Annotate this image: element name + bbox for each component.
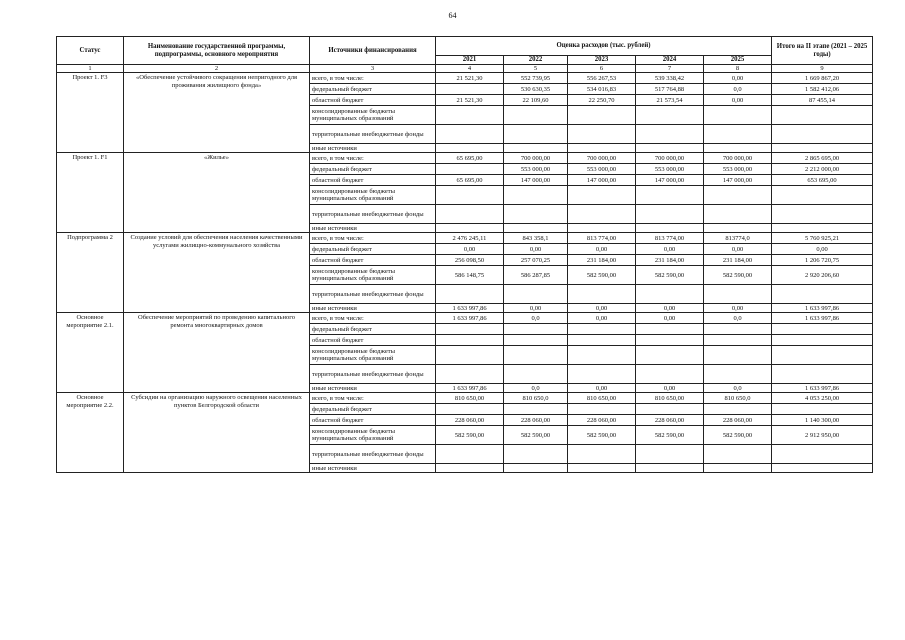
funding-source: иные источники [310, 304, 436, 313]
year-value [704, 365, 772, 384]
funding-source: областной бюджет [310, 415, 436, 426]
year-value [568, 335, 636, 346]
total-value: 2 912 950,00 [772, 426, 873, 445]
total-value [772, 445, 873, 464]
funding-source: иные источники [310, 224, 436, 233]
total-value: 1 669 867,20 [772, 73, 873, 84]
year-value: 517 764,88 [636, 84, 704, 95]
total-value: 4 053 250,00 [772, 393, 873, 404]
year-value: 553 000,00 [504, 164, 568, 175]
year-value [704, 144, 772, 153]
total-value: 653 695,00 [772, 175, 873, 186]
total-value: 1 140 300,00 [772, 415, 873, 426]
year-value: 810 650,0 [504, 393, 568, 404]
year-value: 843 358,1 [504, 233, 568, 244]
year-value [704, 205, 772, 224]
year-value [436, 84, 504, 95]
year-value [436, 125, 504, 144]
year-value: 582 590,00 [636, 266, 704, 285]
funding-source: территориальные внебюджетные фонды [310, 125, 436, 144]
year-value: 147 000,00 [636, 175, 704, 186]
year-value: 0,00 [568, 244, 636, 255]
total-value [772, 346, 873, 365]
year-value: 586 148,75 [436, 266, 504, 285]
year-value: 586 287,85 [504, 266, 568, 285]
block-status: Проект 1. F1 [57, 153, 124, 233]
total-value: 2 212 000,00 [772, 164, 873, 175]
total-value [772, 186, 873, 205]
year-value [436, 335, 504, 346]
year-value: 0,00 [568, 313, 636, 324]
column-number: 9 [772, 65, 873, 73]
year-value: 0,00 [504, 304, 568, 313]
funding-source: территориальные внебюджетные фонды [310, 445, 436, 464]
block-name: «Обеспечение устойчивого сокращения непригодного для проживания жилищного фонда» [124, 73, 310, 153]
year-value [504, 205, 568, 224]
header-name: Наименование государственной программы, подпрограммы, основного мероприятия [124, 37, 310, 65]
year-value [704, 285, 772, 304]
year-value [436, 106, 504, 125]
year-value [568, 324, 636, 335]
year-value [504, 125, 568, 144]
total-value: 2 920 206,60 [772, 266, 873, 285]
funding-source: всего, в том числе: [310, 313, 436, 324]
table-row [57, 313, 873, 324]
block-name: Создание условий для обеспечения населения качественными услугами жилищно-коммунального хозяйства [124, 233, 310, 313]
year-value: 0,00 [704, 73, 772, 84]
year-value [568, 186, 636, 205]
year-value: 0,00 [636, 384, 704, 393]
year-value: 582 590,00 [704, 266, 772, 285]
year-value [636, 125, 704, 144]
year-value: 228 060,00 [568, 415, 636, 426]
funding-source: областной бюджет [310, 175, 436, 186]
total-value [772, 404, 873, 415]
header-estimate: Оценка расходов (тыс. рублей) [436, 37, 772, 56]
year-value: 700 000,00 [568, 153, 636, 164]
year-value [636, 106, 704, 125]
year-value: 582 590,00 [568, 266, 636, 285]
header-total: Итого на II этапе (2021 – 2025 годы) [772, 37, 873, 65]
funding-source: консолидированные бюджеты муниципальных образований [310, 266, 436, 285]
year-value [704, 125, 772, 144]
total-value: 1 633 997,86 [772, 313, 873, 324]
year-value [568, 106, 636, 125]
year-value [504, 464, 568, 473]
funding-source: федеральный бюджет [310, 84, 436, 95]
year-value: 0,00 [704, 304, 772, 313]
total-value [772, 224, 873, 233]
year-value: 256 098,50 [436, 255, 504, 266]
year-value: 0,0 [504, 384, 568, 393]
year-value [504, 335, 568, 346]
year-value [636, 445, 704, 464]
year-value [636, 346, 704, 365]
year-value [504, 346, 568, 365]
total-value: 1 582 412,06 [772, 84, 873, 95]
year-value: 0,0 [704, 84, 772, 95]
funding-source: всего, в том числе: [310, 393, 436, 404]
column-number: 6 [568, 65, 636, 73]
year-value [436, 164, 504, 175]
year-value: 556 267,53 [568, 73, 636, 84]
year-value: 552 739,95 [504, 73, 568, 84]
funding-source: всего, в том числе: [310, 153, 436, 164]
year-value: 810 650,0 [704, 393, 772, 404]
block-status: Подпрограмма 2 [57, 233, 124, 313]
funding-source: областной бюджет [310, 95, 436, 106]
year-value: 582 590,00 [636, 426, 704, 445]
year-value: 231 184,00 [636, 255, 704, 266]
year-value: 0,00 [436, 244, 504, 255]
year-value: 530 630,35 [504, 84, 568, 95]
table-row [57, 153, 873, 164]
header-year: 2021 [436, 56, 504, 65]
total-value [772, 464, 873, 473]
year-value [436, 186, 504, 205]
column-number: 3 [310, 65, 436, 73]
year-value [436, 404, 504, 415]
year-value [568, 445, 636, 464]
year-value: 534 016,83 [568, 84, 636, 95]
year-value [504, 324, 568, 335]
year-value: 0,00 [636, 244, 704, 255]
year-value [568, 464, 636, 473]
total-value: 0,00 [772, 244, 873, 255]
header-year: 2025 [704, 56, 772, 65]
block-name: «Жилье» [124, 153, 310, 233]
year-value: 553 000,00 [636, 164, 704, 175]
funding-source: консолидированные бюджеты муниципальных образований [310, 346, 436, 365]
year-value: 22 109,60 [504, 95, 568, 106]
year-value: 700 000,00 [704, 153, 772, 164]
year-value [436, 346, 504, 365]
table-row [57, 233, 873, 244]
year-value: 0,0 [704, 384, 772, 393]
year-value [704, 186, 772, 205]
table-row [57, 73, 873, 84]
year-value [436, 365, 504, 384]
header-year: 2022 [504, 56, 568, 65]
funding-source: территориальные внебюджетные фонды [310, 285, 436, 304]
total-value [772, 144, 873, 153]
year-value [704, 404, 772, 415]
funding-source: областной бюджет [310, 255, 436, 266]
year-value: 813774,0 [704, 233, 772, 244]
year-value: 228 060,00 [636, 415, 704, 426]
column-number: 8 [704, 65, 772, 73]
year-value: 147 000,00 [704, 175, 772, 186]
year-value [504, 144, 568, 153]
year-value: 0,0 [704, 313, 772, 324]
header-status: Статус [57, 37, 124, 65]
year-value: 582 590,00 [504, 426, 568, 445]
year-value: 813 774,00 [636, 233, 704, 244]
total-value: 5 760 925,21 [772, 233, 873, 244]
year-value: 810 650,00 [636, 393, 704, 404]
year-value [636, 324, 704, 335]
year-value [704, 224, 772, 233]
block-name: Обеспечение мероприятий по проведению капитального ремонта многоквартирных домов [124, 313, 310, 393]
year-value: 813 774,00 [568, 233, 636, 244]
year-value [436, 285, 504, 304]
column-number: 7 [636, 65, 704, 73]
block-status: Проект 1. F3 [57, 73, 124, 153]
year-value: 0,00 [568, 384, 636, 393]
year-value: 1 633 997,86 [436, 304, 504, 313]
header-year: 2024 [636, 56, 704, 65]
year-value [704, 464, 772, 473]
year-value: 65 695,00 [436, 175, 504, 186]
funding-source: областной бюджет [310, 335, 436, 346]
year-value [704, 324, 772, 335]
year-value [436, 205, 504, 224]
year-value [436, 224, 504, 233]
year-value: 147 000,00 [504, 175, 568, 186]
total-value [772, 106, 873, 125]
year-value: 0,00 [636, 304, 704, 313]
year-value [504, 365, 568, 384]
year-value: 21 573,54 [636, 95, 704, 106]
year-value [636, 404, 704, 415]
total-value: 1 633 997,86 [772, 384, 873, 393]
year-value [636, 464, 704, 473]
block-name: Субсидии на организацию наружного освещения населенных пунктов Белгородской области [124, 393, 310, 473]
year-value: 539 338,42 [636, 73, 704, 84]
funding-source: территориальные внебюджетные фонды [310, 365, 436, 384]
year-value [436, 464, 504, 473]
total-value: 1 206 720,75 [772, 255, 873, 266]
year-value: 65 695,00 [436, 153, 504, 164]
year-value: 21 521,30 [436, 95, 504, 106]
table-row [57, 393, 873, 404]
funding-source: территориальные внебюджетные фонды [310, 205, 436, 224]
year-value: 228 060,00 [704, 415, 772, 426]
page-number: 64 [448, 11, 457, 20]
column-number: 1 [57, 65, 124, 73]
header-year: 2023 [568, 56, 636, 65]
year-value: 553 000,00 [704, 164, 772, 175]
total-value [772, 335, 873, 346]
year-value: 700 000,00 [504, 153, 568, 164]
year-value [504, 106, 568, 125]
year-value: 0,00 [704, 244, 772, 255]
year-value [436, 324, 504, 335]
block-status: Основное мероприятие 2.1. [57, 313, 124, 393]
year-value: 228 060,00 [504, 415, 568, 426]
year-value [568, 125, 636, 144]
year-value: 553 000,00 [568, 164, 636, 175]
year-value: 231 184,00 [704, 255, 772, 266]
year-value [504, 186, 568, 205]
funding-source: консолидированные бюджеты муниципальных образований [310, 106, 436, 125]
year-value: 22 250,70 [568, 95, 636, 106]
year-value: 0,0 [504, 313, 568, 324]
total-value: 1 633 997,86 [772, 304, 873, 313]
year-value: 2 476 245,11 [436, 233, 504, 244]
year-value: 147 000,00 [568, 175, 636, 186]
budget-table [56, 36, 873, 473]
funding-source: федеральный бюджет [310, 404, 436, 415]
block-status: Основное мероприятие 2.2. [57, 393, 124, 473]
year-value: 21 521,30 [436, 73, 504, 84]
year-value [704, 445, 772, 464]
year-value: 582 590,00 [568, 426, 636, 445]
year-value [504, 404, 568, 415]
year-value [636, 285, 704, 304]
year-value: 582 590,00 [436, 426, 504, 445]
total-value [772, 285, 873, 304]
column-number: 2 [124, 65, 310, 73]
year-value [504, 285, 568, 304]
column-number: 5 [504, 65, 568, 73]
table-body [57, 73, 873, 473]
total-value: 2 865 695,00 [772, 153, 873, 164]
year-value [568, 205, 636, 224]
funding-source: федеральный бюджет [310, 164, 436, 175]
funding-source: консолидированные бюджеты муниципальных образований [310, 186, 436, 205]
funding-source: всего, в том числе: [310, 233, 436, 244]
year-value: 0,00 [636, 313, 704, 324]
year-value [568, 144, 636, 153]
year-value [568, 404, 636, 415]
year-value: 1 633 997,86 [436, 384, 504, 393]
year-value [636, 224, 704, 233]
year-value [704, 106, 772, 125]
funding-source: иные источники [310, 384, 436, 393]
year-value [636, 365, 704, 384]
total-value [772, 324, 873, 335]
year-value: 582 590,00 [704, 426, 772, 445]
year-value [436, 144, 504, 153]
year-value: 1 633 997,86 [436, 313, 504, 324]
funding-source: иные источники [310, 144, 436, 153]
funding-source: федеральный бюджет [310, 244, 436, 255]
funding-source: всего, в том числе: [310, 73, 436, 84]
year-value [504, 224, 568, 233]
year-value: 0,00 [568, 304, 636, 313]
year-value [436, 445, 504, 464]
year-value [636, 186, 704, 205]
year-value: 810 650,00 [568, 393, 636, 404]
year-value [636, 144, 704, 153]
total-value: 87 455,14 [772, 95, 873, 106]
year-value: 231 184,00 [568, 255, 636, 266]
year-value: 257 070,25 [504, 255, 568, 266]
year-value [568, 346, 636, 365]
year-value [568, 365, 636, 384]
total-value [772, 125, 873, 144]
total-value [772, 205, 873, 224]
year-value: 0,00 [504, 244, 568, 255]
year-value [568, 224, 636, 233]
header-sources: Источники финансирования [310, 37, 436, 65]
year-value [704, 335, 772, 346]
total-value [772, 365, 873, 384]
year-value [704, 346, 772, 365]
year-value: 228 060,00 [436, 415, 504, 426]
column-number: 4 [436, 65, 504, 73]
funding-source: федеральный бюджет [310, 324, 436, 335]
year-value [636, 335, 704, 346]
year-value [636, 205, 704, 224]
year-value: 700 000,00 [636, 153, 704, 164]
year-value [504, 445, 568, 464]
year-value [568, 285, 636, 304]
year-value: 0,00 [704, 95, 772, 106]
year-value: 810 650,00 [436, 393, 504, 404]
funding-source: иные источники [310, 464, 436, 473]
funding-source: консолидированные бюджеты муниципальных образований [310, 426, 436, 445]
